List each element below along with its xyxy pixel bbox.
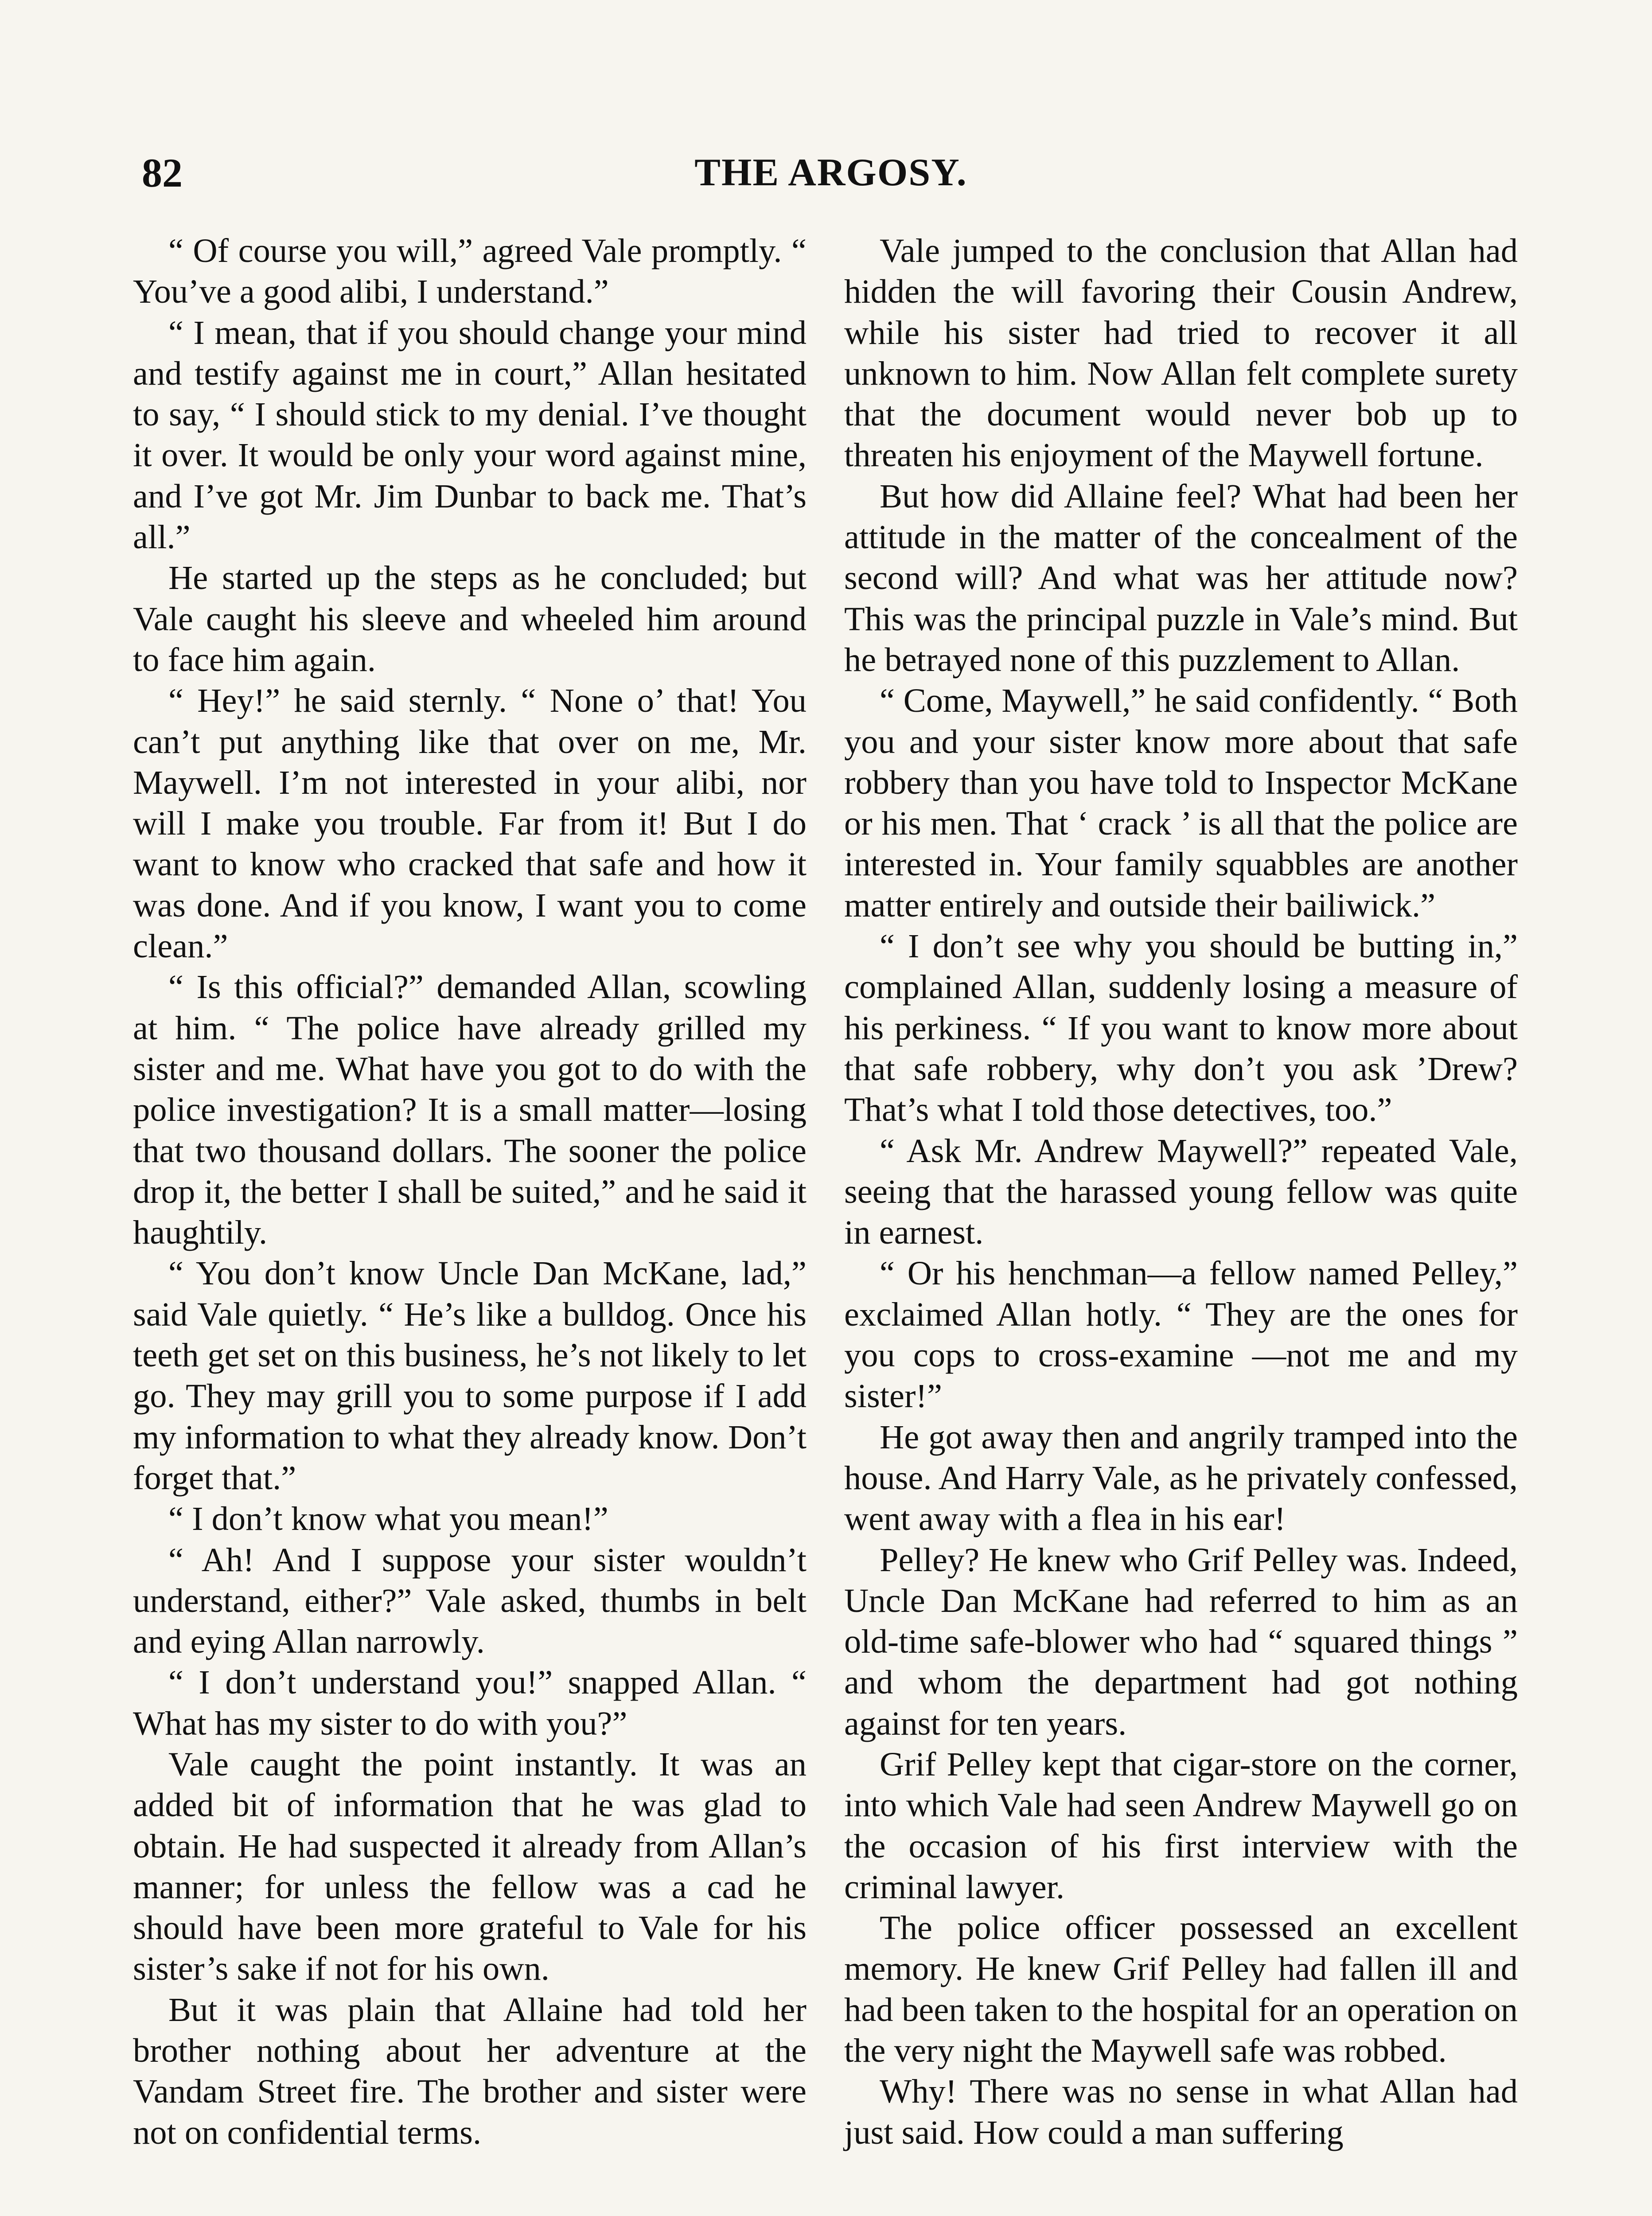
paragraph: He started up the steps as he concluded; but Vale caught his sleeve and wheeled him around to face him again. — [133, 559, 807, 679]
paragraph: “ Or his henchman—a fellow named Pelley,” exclaimed Allan hotly. “ They are the ones for you cops to cross-examine —not me and my sister!” — [844, 1254, 1518, 1415]
paragraph: Why! There was no sense in what Allan had just said. How could a man suffering — [844, 2072, 1518, 2151]
paragraph: But how did Allaine feel? What had been her attitude in the matter of the concealment of the second will? And what was her attitude now? This was the principal puzzle in Vale’s mind. But he betrayed none of this puzzlement to Allan. — [844, 477, 1518, 679]
running-head: THE ARGOSY. — [694, 151, 967, 194]
paragraph: The police officer possessed an excellent memory. He knew Grif Pelley had fallen ill and had been taken to the hospital for an operation on the very night the Maywell safe was robbed. — [844, 1909, 1518, 2070]
left-column — [133, 230, 807, 2153]
right-column — [844, 230, 1518, 2153]
page-number: 82 — [142, 150, 183, 195]
paragraph: Vale caught the point instantly. It was an added bit of information that he was glad to obtain. He had suspected it already from Allan’s manner; for unless the fellow was a cad he should have been more grateful to Vale for his sister’s sake if not for his own. — [133, 1745, 807, 1988]
paragraph: Vale jumped to the conclusion that Allan had hidden the will favoring their Cousin Andrew, while his sister had tried to recover it all unknown to him. Now Allan felt complete surety that the document would never bob up to threaten his enjoyment of the Maywell fortune. — [844, 232, 1518, 474]
paragraph: “ I don’t understand you!” snapped Allan. “ What has my sister to do with you?” — [133, 1663, 807, 1742]
paragraph: Pelley? He knew who Grif Pelley was. Indeed, Uncle Dan McKane had referred to him as an old-time safe-blower who had “ squared things ” and whom the department had got nothing against for ten years. — [844, 1541, 1518, 1742]
paragraph: But it was plain that Allaine had told her brother nothing about her adventure at the Vandam Street fire. The brother and sister were not on confidential terms. — [133, 1990, 807, 2151]
paragraph: “ Ask Mr. Andrew Maywell?” repeated Vale, seeing that the harassed young fellow was quite in earnest. — [844, 1131, 1518, 1252]
paragraph: Grif Pelley kept that cigar-store on the corner, into which Vale had seen Andrew Maywell go on the occasion of his first interview with the criminal lawyer. — [844, 1745, 1518, 1906]
paragraph: “ I mean, that if you should change your mind and testify against me in court,” Allan hesitated to say, “ I should stick to my denial. I’ve thought it over. It would be only your word against mine, and I’ve got Mr. Jim Dunbar to back me. That’s all.” — [133, 313, 807, 556]
paragraph: “ Ah! And I suppose your sister wouldn’t understand, either?” Vale asked, thumbs in belt and eying Allan narrowly. — [133, 1541, 807, 1661]
paragraph: “ I don’t see why you should be butting in,” complained Allan, suddenly losing a measure of his perkiness. “ If you want to know more about that safe robbery, why don’t you ask ’Drew? That’s what I told those detectives, too.” — [844, 927, 1518, 1129]
paragraph: “ I don’t know what you mean!” — [168, 1500, 608, 1538]
paragraph: “ You don’t know Uncle Dan McKane, lad,” said Vale quietly. “ He’s like a bulldog. Once his teeth get set on this business, he’s not likely to let go. They may grill you to some purpose if I add my information to what they already know. Don’t forget that.” — [133, 1254, 807, 1497]
page-header — [142, 146, 1520, 204]
paragraph: “ Come, Maywell,” he said confidently. “ Both you and your sister know more about that safe robbery than you have told to Inspector McKane or his men. That ‘ crack ’ is all that the police are interested in. Your family squabbles are another matter entirely and outside their bailiwick.” — [844, 682, 1518, 924]
paragraph: He got away then and angrily tramped into the house. And Harry Vale, as he privately confessed, went away with a flea in his ear! — [844, 1418, 1518, 1538]
paragraph: “ Is this official?” demanded Allan, scowling at him. “ The police have already grilled my sister and me. What have you got to do with the police investigation? It is a small matter—losing that two thousand dollars. The sooner the police drop it, the better I shall be suited,” and he said it haughtily. — [133, 968, 807, 1252]
paragraph: “ Of course you will,” agreed Vale promptly. “ You’ve a good alibi, I understand.” — [133, 232, 807, 311]
paragraph: “ Hey!” he said sternly. “ None o’ that! You can’t put anything like that over on me, Mr. Maywell. I’m not interested in your alibi, nor will I make you trouble. Far from it! But I do want to know who cracked that safe and how it was done. And if you know, I want you to come clean.” — [133, 682, 807, 965]
